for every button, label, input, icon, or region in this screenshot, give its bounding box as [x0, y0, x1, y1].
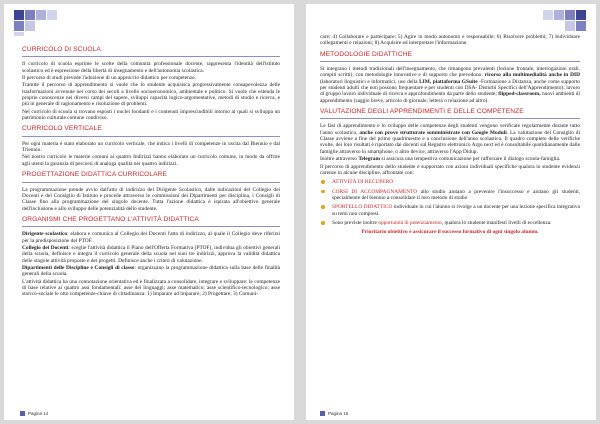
divider — [22, 182, 280, 183]
list-item-emphasis: opportunità di potenziamento — [378, 219, 442, 226]
page-number: Pagina 15 — [328, 411, 349, 416]
divider — [22, 226, 280, 227]
list-item-text: allo studio aiutano a prevenire l'insuccesso e aiutano gli studenti, specialmente del biennio a consolidare il loro metodo di studio — [332, 188, 580, 201]
paragraph: Nel curricolo di scuola si trovano esposti i nuclei fondanti e i contenuti imprescindibili intorno ai quali si sviluppa un patrimonio culturale comune condiviso. — [22, 108, 280, 122]
text: nuovi ambienti di apprendimento (saggio breve, articolo di giornale, lettera o relazione ad altro). — [320, 91, 580, 104]
bold-term: ricorso alla multimedialità anche in DID — [484, 72, 580, 79]
paragraph — [22, 231, 280, 244]
paragraph — [320, 66, 580, 104]
list-item-text: , qualora lo studente manifesti livelli di eccellenza. — [441, 219, 552, 226]
text: Si integrano i metodi tradizionali dell'insegnamento, che rimangono prevalenti (lezione frontale, interrogazioni orali, compiti scritti), con metodologie innovative e di supporto che prevedono: — [320, 66, 580, 79]
text: : sceglie l'attività didattica il Piano dell'Offerta Formativa (PTOF), individua gli obiettivi generali della scuola, definisce e integra il curricolo generale della scuola nei suoi tre indirizzi, approva la validità didattica delle singole attività proposte e dei progetti. Definisce anche i criteri di valutazione. — [22, 244, 280, 264]
footer-square-icon — [20, 411, 25, 416]
list-item — [320, 220, 580, 226]
section-title: VALUTAZIONE DEGLI APPRENDIMENTI E DELLE COMPETENZE — [320, 108, 524, 116]
paragraph — [22, 265, 280, 278]
divider — [320, 61, 580, 62]
text: Inoltre attraverso — [320, 156, 359, 163]
list-item — [320, 204, 580, 217]
text: -Formazione a Distanza, anche come supporto per studenti adulti che non possono frequentare e per studenti con DSA- Disturbi Specifici dell'Apprendimento); lavoro di gruppo lavoro individuale di ricerca e approfondimento da parte dello studente; — [320, 78, 580, 98]
bold-term: Dipartimenti delle Discipline e Consigli di classe — [22, 264, 135, 271]
text: : elabora e comunica al Collegio dei Docenti l'atto di indirizzo, al quale il Collegio deve riferirsi per la predisposizione del PTOF. — [22, 231, 280, 244]
section-title: CURRICOLO VERTICALE — [22, 125, 102, 133]
paragraph: L'attività didattica ha una connotazione orientativa ed è finalizzata a consolidare, integrare e sviluppare: le competenze di base relative ai quattro assi fondamentali: asse dei linguaggi; asse matematico; asse scientifico-tecnologico; asse storico-sociale le otto competenze-chiave di cittadinanza: 1) Imparare ad imparare; 2) Progettare; 3) Comuni- — [22, 278, 280, 298]
text: . La valutazione del Consiglio di Classe avviene a fine del primo quadrimestre e a conclusione dell'anno scolastico. Il quadro completo delle verifiche svolte, dei loro risultati è riportato dai docenti sul Registro elettronico Argo next ed è consultabile quotidianamente dalle famiglie attraverso lo smartphone, o altro device, attraverso l'App Didup. — [320, 129, 580, 155]
bullet-icon — [321, 205, 325, 209]
section-title: METODOLOGIE DIDATTICHE — [320, 50, 413, 58]
divider — [22, 136, 280, 137]
paragraph: Nel nostro curricolo le materie comuni ai quattro Indirizzi hanno elaborato un curricolo comune, in modo da offrire agli utenti la garanzia di percorsi di analoga qualità nei quattro indirizzi. — [22, 154, 280, 167]
paragraph — [22, 245, 280, 264]
page-footer — [20, 411, 48, 416]
bold-term: LIM, piattaforma GSuite — [419, 78, 478, 85]
bold-term: Collegio dei Docenti — [22, 244, 69, 251]
list-item-title: ATTIVITÀ DI RECUPERO — [332, 179, 394, 186]
text: (laboratori linguistici e informatici, uso della — [320, 78, 420, 85]
list-item-text: individuale in cui l'alunno si rivolge a un docente per una lezione specifica integrativa su temi non compresi. — [332, 204, 580, 217]
page-number: Pagina 14 — [28, 411, 49, 416]
text: Le fasi di apprendimento e lo sviluppo delle competenze degli studenti vengono verificate regolarmente durante tutto l'anno scolastico, — [320, 123, 580, 136]
list-item — [320, 179, 580, 185]
bold-term: flipped-classroom, — [498, 91, 541, 98]
support-list — [320, 179, 580, 226]
paragraph: Il curricolo di scuola esprime le scelte della comunità professionale docente, rappresenta l'identità dell'istituto scolastico ed è espressione della libertà di insegnamento e dell'autonomia scolastica. — [22, 61, 280, 74]
bullet-icon — [321, 180, 325, 184]
list-item-text: Sono previste inoltre — [332, 219, 379, 226]
decorative-squares — [14, 10, 58, 36]
paragraph — [320, 156, 580, 162]
list-item-title: CORSI DI ACCOMPAGNAMENTO — [332, 188, 418, 195]
page-footer — [320, 411, 348, 416]
bullet-icon — [321, 221, 325, 225]
paragraph: La programmazione prende avvio dall'atto di indirizzo del Dirigente Scolastico, dalle indicazioni del Collegio dei Docenti e del Consiglio di Istituto e procede attraverso le commissioni dei Dipartimenti per disciplina, i Consigli di Classe fino alla programmazione del singolo docente. Tutta l'azione didattica è ispirata all'obiettivo generale dell'inclusione e allo sviluppo delle potenzialità dello studente. — [22, 186, 280, 212]
divider — [22, 56, 280, 57]
page-gutter — [294, 0, 306, 424]
highlight-statement: Prioritario obiettivo è assicurare il successo formativo di ogni singolo alunno. — [361, 229, 539, 236]
list-item — [320, 189, 580, 202]
section-title: PROGETTAZIONE DIDATTICA CURRICOLARE — [22, 171, 168, 179]
bold-term: Dirigente scolastico — [22, 231, 68, 238]
bullet-icon — [321, 190, 325, 194]
paragraph: care; 4) Collaborare e partecipare; 5) Agire in modo autonomo e responsabile; 6) Risolvere problemi; 7) Individuare collegamenti e relazioni; 8) Acquisire ed interpretare l'informazione. — [320, 34, 580, 47]
paragraph — [320, 123, 580, 155]
left-page — [4, 4, 294, 420]
right-content — [320, 34, 580, 237]
right-page — [306, 4, 596, 420]
paragraph: Per ogni materia è stato elaborato un curricolo verticale, che indica i livelli di competenze in uscita dal Biennio e dal Triennio. — [22, 140, 280, 154]
footer-square-icon — [320, 411, 325, 416]
bold-term: anche con prove strutturate somministrate con Google Moduli — [359, 129, 507, 136]
left-content — [22, 42, 280, 299]
text: : organizzano la programmazione didattica sulla base delle finalità generali della scuola. — [22, 264, 280, 278]
paragraph: Il percorso di studi prevede l'adozione di un approccio didattico per competenze. — [22, 75, 197, 82]
paragraph: Il percorso di apprendimento dello studente è supportato con azioni individuali specifiche qualora lo studente evidenzi carenze in alcune discipline, affrontate con: — [320, 163, 580, 176]
section-title: ORGANISMI CHE PROGETTANO L'ATTIVITÀ DIDATTICA — [22, 215, 199, 223]
bold-term: Telegram — [358, 156, 380, 163]
section-title: CURRICOLO DI SCUOLA — [22, 46, 101, 53]
decorative-squares — [542, 10, 586, 36]
text: si assicura una tempestiva comunicazione per rafforzare il dialogo scuola-famiglia. — [380, 156, 561, 163]
paragraph: Tramite il percorso di apprendimento si vuole che lo studente acquisisca progressivamente consapevolezza delle trasformazioni avvenute nel corso dei secoli a livello socioeconomico, ambientale e politico. Si vuole che estenda le proprie conoscenze nei diversi campi del sapere, sviluppi capacità logico-argomentative, metodi di studio e ricerca, e più in generale di ragionamento e risoluzione di problemi. — [22, 82, 280, 108]
list-item-title: SPORTELLO DIDATTICO — [332, 204, 393, 211]
divider — [320, 118, 580, 119]
